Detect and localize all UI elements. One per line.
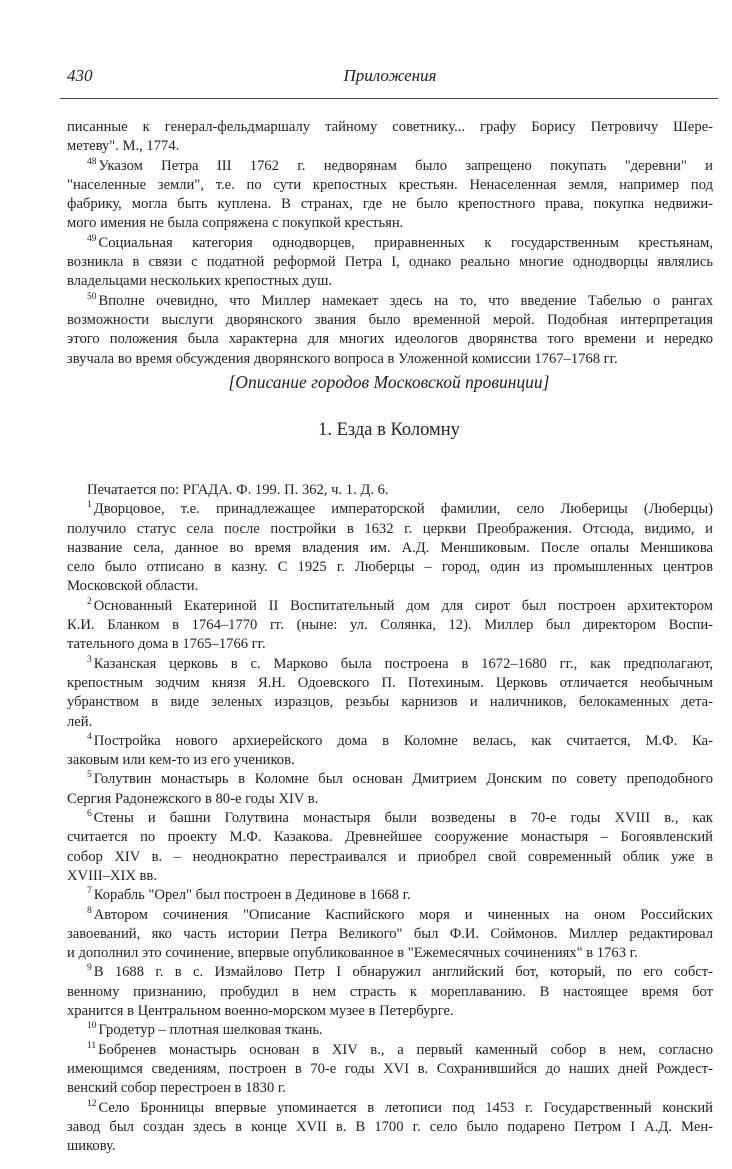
text-line: фабрику, могла быть куплена. В странах, где не было крепостного права, покупка недвижи- — [67, 196, 713, 213]
text-line: завод был создан здесь в конце XVII в. В 1700 г. село было подарено Петром I А.Д. Мен- — [67, 1118, 713, 1135]
footnote-number: 5 — [87, 770, 92, 781]
footnote-number: 9 — [87, 963, 92, 974]
text-line: возможности выслуги дворянского звания было временной мерой. Подобная интерпретация — [67, 311, 713, 328]
footnote-4 — [67, 732, 713, 771]
text-line: $^8$ Автором сочинения "Описание Каспийского моря и чиненных на оном Российских — [87, 905, 713, 923]
paragraph — [67, 481, 713, 500]
text-line: $^{10}$ Гродетур – плотная шелковая ткань. — [87, 1021, 323, 1039]
text-line: $^5$ Голутвин монастырь в Коломне был основан Дмитрием Донским по совету преподобного — [87, 770, 713, 788]
footnote-3 — [67, 655, 713, 732]
text-line: $^4$ Постройка нового архиерейского дома в Коломне велась, как считается, М.Ф. Ка- — [87, 731, 713, 749]
text-line: $^3$ Казанская церковь в с. Марково была построена в 1672–1680 гг., как предполагают, — [87, 654, 713, 672]
text-line: и дополнил это сочинение, впервые опубликованное в "Ежемесячных сочинениях" в 1763 г. — [67, 945, 638, 962]
footnote-10 — [67, 1021, 713, 1040]
footnote-number: 2 — [87, 596, 92, 607]
text-line: мого имения не была сопряжена с покупкой крестьян. — [67, 215, 404, 232]
text-line: этого положения была характерна для многих идеологов дворянства того времени и нередко — [67, 331, 713, 348]
footnote-number: 8 — [87, 905, 92, 916]
text-line: писанные к генерал-фельдмаршалу тайному советнику... графу Борису Петровичу Шере- — [67, 119, 713, 135]
text-line: $^7$ Корабль "Орел" был построен в Дединове в 1668 г. — [87, 886, 411, 904]
footnote-7 — [67, 886, 713, 905]
text-line: тательного дома в 1765–1766 гг. — [67, 636, 266, 653]
footnote-48 — [67, 157, 713, 234]
footnotes-bottom — [67, 481, 713, 1156]
chapter-title: 1. Езда в Коломну — [318, 420, 460, 440]
footnote-number: 12 — [87, 1098, 97, 1109]
text-line: село было отписано в казну. С 1925 г. Люберцы – город, один из промышленных центров — [67, 559, 713, 576]
text-line: крепостным зодчим князя Я.Н. Одоевского П. Потехиным. Церковь отличается необычным — [67, 674, 713, 691]
text-line: $^2$ Основанный Екатериной II Воспитательный дом для сирот был построен архитектором — [87, 596, 713, 614]
text-line: Сергия Радонежского в 80-е годы XIV в. — [67, 790, 319, 807]
text-line: $^{48}$ Указом Петра III 1762 г. недворянам было запрещено покупать "деревни" и — [87, 156, 713, 174]
footnote-number: 50 — [87, 291, 97, 302]
text-line: $^1$ Дворцовое, т.е. принадлежащее императорской фамилии, село Люберицы (Люберцы) — [87, 500, 713, 518]
text-line: владельцами нескольких крепостных душ. — [67, 273, 333, 290]
text-line: звучала во время обсуждения дворянского вопроса в Уложенной комиссии 1767–1768 гг. — [67, 350, 618, 367]
footnote-number: 4 — [87, 731, 92, 742]
footnote-number: 6 — [87, 809, 92, 820]
footnote-12 — [67, 1099, 713, 1157]
text-line: лей. — [67, 713, 93, 730]
footnote-8 — [67, 906, 713, 964]
text-line: К.И. Бланком в 1764–1770 гг. (ныне: ул. Солянка, 12). Миллер был директором Воспи- — [67, 617, 713, 634]
text-line: $^{12}$ Село Бронницы впервые упоминается в летописи под 1453 г. Государственный конский — [87, 1098, 713, 1116]
text-line: считается по проекту М.Ф. Казакова. Древнейшее сооружение монастыря – Богоявленский — [67, 829, 713, 846]
page-number: 430 — [67, 66, 93, 85]
footnote-6 — [67, 809, 713, 886]
footnote-number: 49 — [87, 233, 97, 244]
text-line: убранством в виде зеленых изразцов, резьбы карнизов и наличников, белокаменных дета- — [67, 694, 713, 711]
text-line: $^9$ В 1688 г. в с. Измайлово Петр I обнаружил английский бот, который, по его собст- — [87, 963, 713, 981]
text-line: собор XIV в. – неоднократно перестраивался и приобрел свой современный облик уже в — [67, 848, 713, 865]
footnote-49 — [67, 234, 713, 292]
text-line: заковым или кем-то из его учеников. — [67, 752, 295, 769]
footnote-number: 1 — [87, 500, 92, 511]
text-line: XVIII–XIX вв. — [67, 867, 157, 884]
text-line: венский собор перестроен в 1830 г. — [67, 1080, 286, 1097]
header-rule — [60, 98, 718, 99]
text-line: $^{11}$ Бобренев монастырь основан в XIV в., а первый каменный собор в нем, согласно — [87, 1040, 713, 1058]
footnote-5 — [67, 770, 713, 809]
text-line: завоеваний, яко часть истории Петра Великого" был Ф.И. Соймонов. Миллер редактировал — [67, 925, 713, 942]
text-line: хранится в Центральном военно-морском музее в Петербурге. — [67, 1003, 454, 1020]
section-title: [Описание городов Московской провинции] — [228, 372, 550, 392]
text-line: шикову. — [67, 1138, 116, 1155]
footnote-number: 10 — [87, 1021, 97, 1032]
footnote-9 — [67, 963, 713, 1021]
text-line: Московской области. — [67, 578, 199, 595]
footnote-number: 7 — [87, 886, 92, 897]
text-line: Печатается по: РГАДА. Ф. 199. П. 362, ч. 1. Д. 6. — [87, 482, 389, 498]
text-line: название села, данное во время владения им. А.Д. Меншиковым. После опалы Меншикова — [67, 539, 713, 556]
text-line: получило статус села после постройки в 1632 г. церкви Преображения. Отсюда, видимо, и — [67, 520, 713, 537]
footnote-11 — [67, 1041, 713, 1099]
footnote-number: 48 — [87, 156, 97, 167]
running-title: Приложения — [343, 66, 437, 85]
text-line: метеву". М., 1774. — [67, 138, 180, 155]
text-line: $^{50}$ Вполне очевидно, что Миллер намекает здесь на то, что введение Табелью о рангах — [87, 291, 713, 309]
paragraph — [67, 118, 713, 157]
footnotes-top — [67, 118, 713, 369]
text-line: возникла в связи с податной реформой Петра I, однако реально многие однодворцы являлись — [67, 254, 713, 271]
text-line: $^6$ Стены и башни Голутвина монастыря были возведены в 70-е годы XVIII в., как — [87, 809, 713, 827]
footnote-2 — [67, 597, 713, 655]
text-line: имеющимся сведениям, построен в 70-е годы XVI в. Сохранившийся до наших дней Рождест- — [67, 1060, 713, 1077]
footnote-number: 3 — [87, 654, 92, 665]
text-line: "населенные земли", т.е. по сути крепостных крестьян. Ненаселенная земля, например под — [67, 176, 713, 193]
footnote-50 — [67, 292, 713, 369]
footnote-1 — [67, 500, 713, 596]
footnote-number: 11 — [87, 1040, 97, 1051]
text-line: $^{49}$ Социальная категория однодворцев, приравненных к государственным крестьянам, — [87, 233, 713, 251]
text-line: венному признанию, пробудил в нем страсть к мореплаванию. В настоящее время бот — [67, 983, 713, 1000]
running-header — [67, 62, 713, 92]
